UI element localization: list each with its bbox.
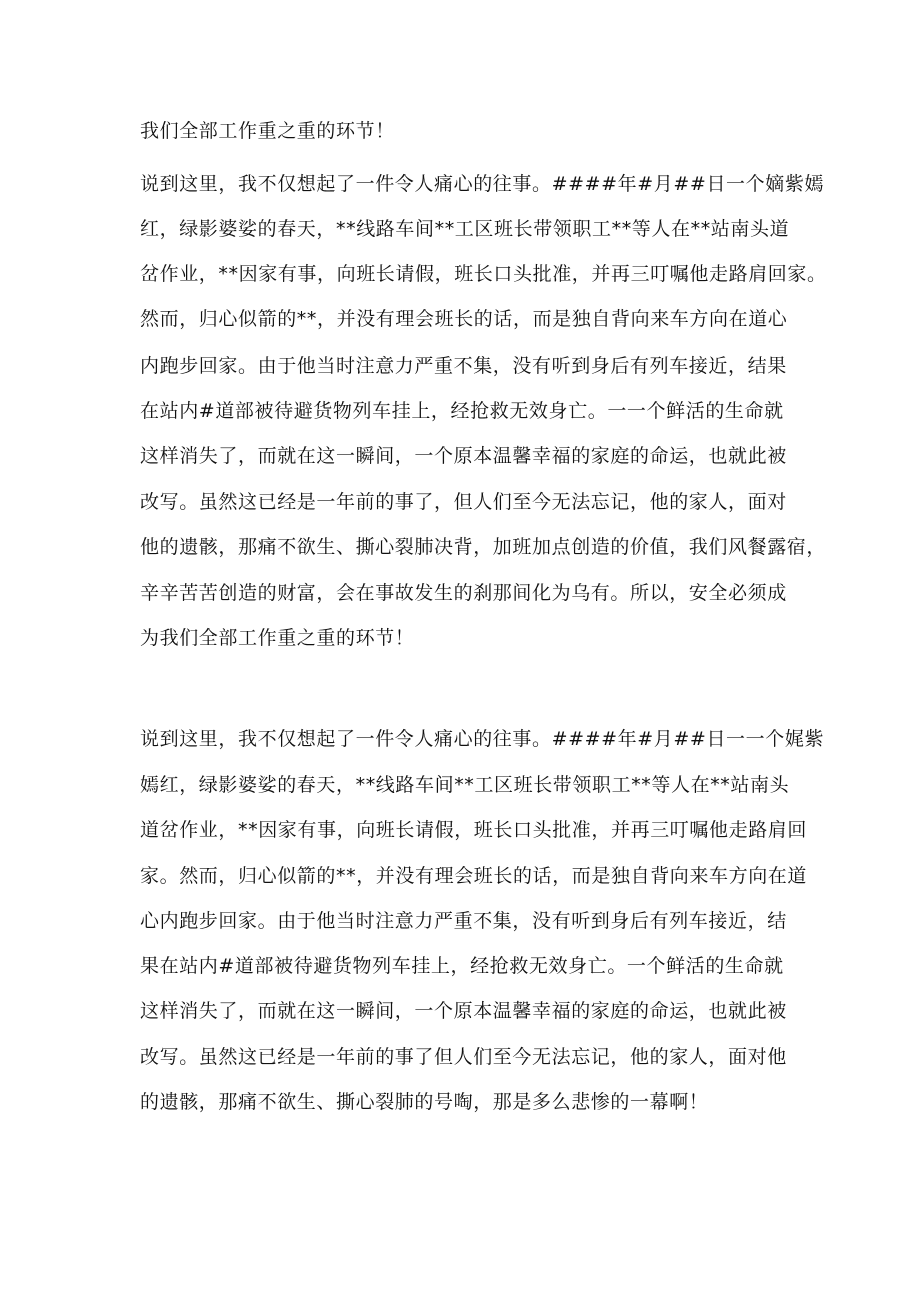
paragraph-line: 我们全部工作重之重的环节！ (140, 120, 395, 142)
paragraph-line: 在站内#道部被待避货物列车挂上，经抢救无效身亡。一一个鲜活的生命就 (140, 400, 784, 422)
paragraph-line: 道岔作业，**因家有事，向班长请假，班长口头批准，并再三叮嘱他走路肩回 (140, 819, 808, 841)
paragraph-line: 的遗骸，那痛不欲生、撕心裂肺的号啕，那是多么悲惨的一幕啊！ (140, 1091, 709, 1113)
paragraph-line: 说到这里，我不仅想起了一件令人痛心的往事。####年#月##日一一个娓紫 (140, 728, 825, 750)
paragraph-line: 心内跑步回家。由于他当时注意力严重不集，没有听到身后有列车接近，结 (140, 910, 787, 932)
paragraph-line: 然而，归心似箭的**，并没有理会班长的话，而是独自背向来车方向在道心 (140, 308, 788, 330)
paragraph-line: 这样消失了，而就在这一瞬间，一个原本温馨幸福的家庭的命运，也就此被 (140, 445, 787, 467)
paragraph-line: 说到这里，我不仅想起了一件令人痛心的往事。####年#月##日一个嫡紫嫣 (140, 173, 825, 195)
paragraph-line: 改写。虽然这已经是一年前的事了但人们至今无法忘记，他的家人，面对他 (140, 1046, 787, 1068)
paragraph-line: 改写。虽然这已经是一年前的事了，但人们至今无法忘记，他的家人，面对 (140, 491, 787, 513)
paragraph-line: 嫣红，绿影婆娑的春天，**线路车间**工区班长带领职工**等人在**站南头 (140, 774, 790, 796)
paragraph-line: 为我们全部工作重之重的环节！ (140, 627, 415, 649)
paragraph-line: 果在站内#道部被待避货物列车挂上，经抢救无效身亡。一个鲜活的生命就 (140, 955, 784, 977)
paragraph-line: 辛辛苦苦创造的财富，会在事故发生的刹那间化为乌有。所以，安全必须成 (140, 582, 787, 604)
paragraph-line: 家。然而，归心似箭的**，并没有理会班长的话，而是独自背向来车方向在道 (140, 865, 808, 887)
paragraph-line: 这样消失了，而就在这一瞬间，一个原本温馨幸福的家庭的命运，也就此被 (140, 1000, 787, 1022)
paragraph-line: 红，绿影婆娑的春天，**线路车间**工区班长带领职工**等人在**站南头道 (140, 218, 790, 240)
paragraph-line: 内跑步回家。由于他当时注意力严重不集，没有听到身后有列车接近，结果 (140, 355, 787, 377)
paragraph-line: 岔作业，**因家有事，向班长请假，班长口头批准，并再三叮嘱他走路肩回家。 (140, 263, 827, 285)
paragraph-line: 他的遗骸，那痛不欲生、撕心裂肺决背，加班加点创造的价值，我们风餐露宿， (140, 536, 827, 558)
